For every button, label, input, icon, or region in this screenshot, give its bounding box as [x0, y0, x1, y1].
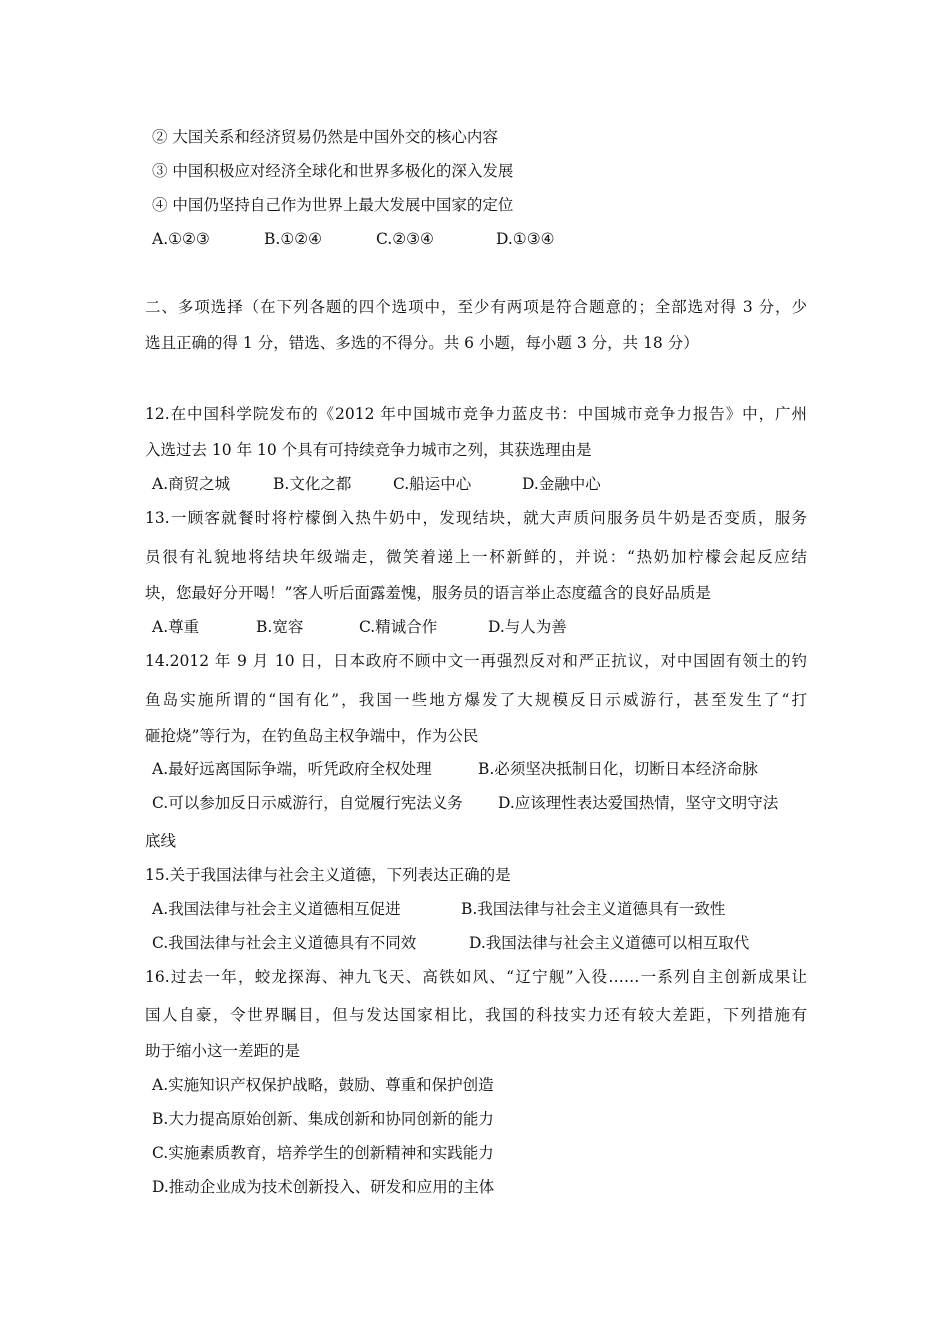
q14-stem-line3: 砸抢烧”等行为，在钓鱼岛主权争端中，作为公民 [145, 727, 479, 745]
q12-option-a[interactable]: A.商贸之城 [152, 475, 231, 493]
q14-options-ab [152, 759, 758, 779]
q14-option-c[interactable]: C.可以参加反日示威游行，自觉履行宪法义务 [152, 794, 463, 812]
q12-option-b[interactable]: B.文化之都 [273, 475, 352, 493]
q12-option-d[interactable]: D.金融中心 [522, 475, 601, 493]
q14-options-cd [152, 793, 778, 813]
q13-stem-line2: 员很有礼貌地将结块年级端走，微笑着递上一杯新鲜的，并说：“热奶加柠檬会起反应结 [145, 548, 807, 566]
q16-stem-line2: 国人自豪，令世界瞩目，但与发达国家相比，我国的科技实力还有较大差距，下列措施有 [145, 1006, 807, 1024]
q16-option-a[interactable]: A.实施知识产权保护战略，鼓励、尊重和保护创造 [152, 1076, 494, 1094]
q15-option-c[interactable]: C.我国法律与社会主义道德具有不同效 [152, 934, 417, 952]
q11-option-b[interactable]: B.①②④ [264, 230, 323, 248]
q14-stem-line2: 鱼岛实施所谓的“国有化”，我国一些地方爆发了大规模反日示威游行，甚至发生了“打 [145, 691, 807, 709]
q11-item-2: ② 大国关系和经济贸易仍然是中国外交的核心内容 [152, 128, 498, 146]
q14-option-a[interactable]: A.最好远离国际争端，听凭政府全权处理 [152, 760, 432, 778]
q16-option-d[interactable]: D.推动企业成为技术创新投入、研发和应用的主体 [152, 1178, 495, 1196]
q15-options-cd [152, 933, 749, 953]
q14-option-d[interactable]: D.应该理性表达爱国热情，坚守文明守法 [498, 794, 779, 812]
q11-item-3: ③ 中国积极应对经济全球化和世界多极化的深入发展 [152, 162, 514, 180]
q16-stem-line3: 助于缩小这一差距的是 [145, 1042, 301, 1060]
q14-option-b[interactable]: B.必须坚决抵制日化，切断日本经济命脉 [478, 760, 758, 778]
q13-options [152, 617, 567, 637]
section2-heading-line1: 二、多项选择（在下列各题的四个选项中，至少有两项是符合题意的；全部选对得 3 分，少 [145, 298, 807, 316]
q11-item-4: ④ 中国仍坚持自己作为世界上最大发展中国家的定位 [152, 196, 514, 214]
q13-option-a[interactable]: A.尊重 [152, 618, 200, 636]
q13-stem-line3: 块，您最好分开喝！”客人听后面露羞愧，服务员的语言举止态度蕴含的良好品质是 [145, 584, 711, 602]
q14-stem-line1: 14.2012 年 9 月 10 日，日本政府不顾中文一再强烈反对和严正抗议，对中国固有领土的钓 [145, 652, 807, 670]
q11-option-a[interactable]: A.①②③ [152, 230, 210, 248]
q15-option-a[interactable]: A.我国法律与社会主义道德相互促进 [152, 900, 401, 918]
q15-options-ab [152, 899, 725, 919]
q15-option-b[interactable]: B.我国法律与社会主义道德具有一致性 [461, 900, 726, 918]
q11-option-c[interactable]: C.②③④ [376, 230, 434, 248]
q13-option-c[interactable]: C.精诚合作 [359, 618, 438, 636]
q13-option-b[interactable]: B.宽容 [256, 618, 304, 636]
q12-options [152, 474, 601, 494]
q13-option-d[interactable]: D.与人为善 [488, 618, 567, 636]
q12-option-c[interactable]: C.船运中心 [393, 475, 472, 493]
section2-heading-line2: 选且正确的得 1 分，错选、多选的不得分。共 6 小题，每小题 3 分，共 18 分） [145, 334, 699, 352]
q11-options [152, 229, 555, 249]
q15-stem: 15.关于我国法律与社会主义道德，下列表达正确的是 [145, 866, 511, 884]
q12-stem-line1: 12.在中国科学院发布的《2012 年中国城市竞争力蓝皮书：中国城市竞争力报告》中，广州 [145, 405, 807, 423]
q16-stem-line1: 16.过去一年，蛟龙探海、神九飞天、高铁如风、“辽宁舰”入役……一系列自主创新成果让 [145, 968, 807, 986]
q14-option-d-continued: 底线 [145, 832, 177, 850]
q16-option-b[interactable]: B.大力提高原始创新、集成创新和协同创新的能力 [152, 1110, 494, 1128]
q15-option-d[interactable]: D.我国法律与社会主义道德可以相互取代 [469, 934, 750, 952]
q16-option-c[interactable]: C.实施素质教育，培养学生的创新精神和实践能力 [152, 1144, 494, 1162]
q12-stem-line2: 入选过去 10 年 10 个具有可持续竞争力城市之列，其获选理由是 [145, 441, 592, 459]
q13-stem-line1: 13.一顾客就餐时将柠檬倒入热牛奶中，发现结块，就大声质问服务员牛奶是否变质，服务 [145, 509, 807, 527]
q11-option-d[interactable]: D.①③④ [496, 230, 555, 248]
